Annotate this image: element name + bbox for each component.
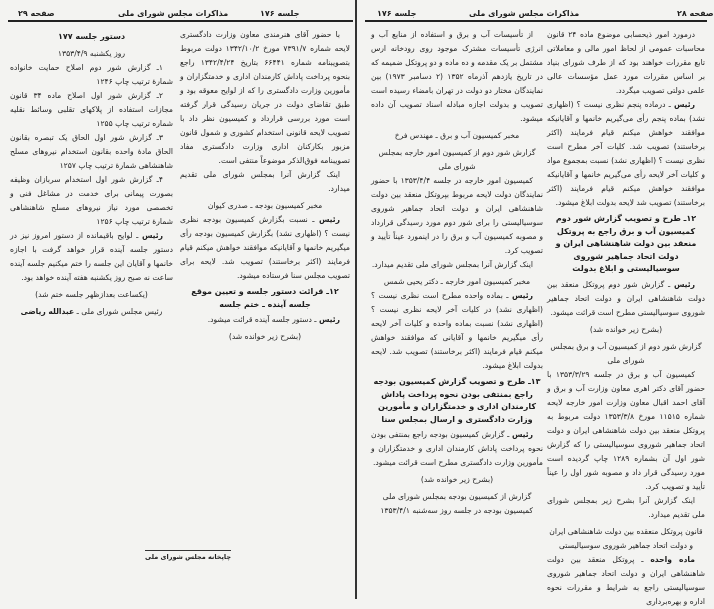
paragraph — [547, 368, 705, 494]
text: با حضور آقای هنرمندی معاون وزارت دادگستری لایحه شماره ۷۳۹۱/۷ مورخ ۱۳۴۲/۱۰/۲ دولت مربوط بتصویبنامه شماره ۶۶۴۴۱ بتاریخ ۱۳۴۲/۴/۲۴ راجع بنحوه پرداخت پاداش کارمندان اداری و خدمتگزاران و مأمورین وزارت دادگستری را که از لوایح معوقه بود و طبق تقاضای دولت در جریان رسیدگی قرار گرفته است مورد بررسی قرارداد و کمیسیون نظر داد با تصویب لایحه قانونی استخدام کشوری و شمول قانون مزبور بکارکنان اداری وزارت دادگستری مفاد تصویبنامه فوق‌الذکر موضوعاً منتفی است. — [180, 30, 350, 165]
paragraph — [371, 28, 543, 126]
text: مخبر کمیسیون امور خارجه ـ دکتر یحیی شمس — [383, 277, 531, 286]
text: ـ دستور جلسه آینده قرائت میشود. — [207, 315, 319, 324]
text: مخبر کمیسیون آب و برق ـ مهندس فرخ — [394, 131, 520, 140]
paragraph — [371, 174, 543, 258]
text: ـ نسبت بگزارش کمیسیون بودجه نظری نیست ؟ (اظهاری نشد) بگزارش کمیسیون بودجه رأی میگیریم خانمها و آقایانیکه موافقند خواهش میکنم قیام فرمایند (اکثر برخاستند) تصویب شد. لایحه برای تصویب مجلس سنا فرستاده میشود. — [180, 215, 350, 280]
speaker-label: رئیس — [511, 430, 533, 439]
speaker-label: رئیس — [318, 315, 340, 324]
text: قانون پروتکل منعقده بین دولت شاهنشاهی ایران و دولت اتحاد جماهیر شوروی سوسیالیستی — [549, 526, 703, 550]
paragraph — [371, 504, 543, 518]
text: رئیس مجلس شورای ملی ـ — [74, 306, 163, 316]
text: (یکساعت بعدازظهر جلسه ختم شد) — [35, 289, 148, 299]
centered-line — [371, 490, 543, 504]
paragraph — [371, 289, 543, 373]
text: گزارش شور دوم از کمیسیون امور خارجه بمجلس شورای ملی — [378, 148, 536, 171]
speaker-label: رئیس — [511, 291, 533, 300]
paragraph — [547, 278, 705, 320]
signature-name: عبدالله ریاضی — [20, 306, 75, 316]
text: ۱۲ـ طرح و تصویب گزارش شور دوم کمیسیون آب و برق راجع به پروتکل منعقد بین دولت شاهنشاهی ایران و دولت اتحاد جماهیر شوروی سوسیالیستی و ابلاغ بدولت — [555, 214, 697, 273]
column-right — [547, 28, 705, 609]
paragraph — [371, 428, 543, 470]
text: اینک گزارش آنرا بمجلس شورای ملی تقدیم میدارد. — [180, 170, 350, 193]
text: کمیسیون آب و برق در جلسه ۱۳۵۳/۳/۲۹ با حضور آقای دکتر اهری معاون وزارت آب و برق و آقای احمد اقبال معاون وزارت امور خارجه لایحه شماره ۱۱۵۱۵ مورخ ۱۳۵۳/۳/۸ دولت مربوط به پروتکل منعقد بین دولت شاهنشاهی ایران و دولت اتحاد جماهیر شوروی سوسیالیستی را که گزارش شور اول آن بشماره ۱۲۸۹ چاپ گردیده است مورد رسیدگی قرار داد و مصوبه شور اول را عیناً تأیید و تصویب کرد. — [547, 369, 706, 491]
centered-line — [371, 129, 543, 143]
centered-line — [10, 305, 173, 319]
paragraph — [10, 89, 173, 131]
text: از تأسیسات آب و برق و استفاده از منابع آب و انرژی تأسیسات مشترک موجود روی رودخانه ارس مشتمل بر یک مقدمه و ده ماده و دو پروتکل ضمیمه که در تاریخ یازدهم آذرماه ۱۳۵۲ (۲ دسامبر ۱۹۷۳) بین نمایندگان مختار دو دولت در تهران بامضاء رسیده است تصویب و بدولت اجازه مبادله اسناد تصویب آن داده میشود. — [371, 30, 543, 123]
section-heading — [10, 31, 173, 44]
paragraph — [10, 173, 173, 229]
centered-line — [371, 275, 543, 289]
printer-imprint: چاپخانه مجلس شورای ملی — [145, 550, 231, 561]
page-number: صفحه ۲۸ — [677, 9, 714, 18]
text: گزارش از کمیسیون بودجه بمجلس شورای ملی — [382, 492, 532, 501]
text: درمورد امور ذیحسابی موضوع ماده ۲۴ قانون محاسبات عمومی از لحاظ امور مالی و معاملاتی تابع مقررات خواهند بود که از طرف شورای بنیاد بر اساس مقررات مورد عمل مؤسسات عالی علمی دولتی تصویب میگردد. — [547, 30, 705, 95]
text: اینک گزارش آنرا بمجلس شورای ملی تقدیم میدارد. — [371, 260, 533, 269]
text: ۳ـ گزارش شور اول الحاق یک تبصره بقانون الحاق مادهٔ واحده بقانون استخدام نیروهای مسلح شاهنشاهی شمارهٔ ترتیب چاپ ۱۲۵۷ — [10, 132, 173, 170]
page-title: مذاکرات مجلس شورای ملی — [469, 9, 580, 18]
session-number: جلسه ۱۷۶ — [260, 9, 300, 18]
text: کمیسیون بودجه در جلسه روز سه‌شنبه ۱۳۵۳/۴/۱ — [380, 506, 533, 515]
section-heading — [180, 286, 350, 311]
centered-line — [547, 525, 705, 553]
centered-line — [10, 47, 173, 61]
paragraph — [180, 213, 350, 283]
paragraph — [180, 313, 350, 327]
text: روز یکشنبه ۱۳۵۳/۴/۹ — [57, 48, 126, 58]
centered-line — [547, 323, 705, 337]
text: مخبر کمیسیون بودجه ـ صدری کیوان — [207, 201, 323, 210]
paragraph — [547, 98, 705, 210]
text: (بشرح زیر خوانده شد) — [420, 475, 494, 484]
paragraph — [180, 28, 350, 168]
text: ۱۲ـ قرائت دستور جلسه و تعیین موقع جلسه آینده ـ ختم جلسه — [191, 287, 339, 309]
text: ۱ـ گزارش شور دوم اصلاح حمایت خانواده شمارهٔ ترتیب چاپ ۱۲۴۶ — [10, 62, 173, 86]
page-title: مذاکرات مجلس شورای ملی — [118, 9, 229, 18]
centered-line — [547, 340, 705, 368]
text: گزارش شور دوم از کمیسیون آب و برق بمجلس شورای ملی — [550, 341, 702, 365]
text: ـ درماده پنجم نظری نیست ؟ (اظهاری نشد) بماده پنجم رأی می‌گیریم خانمها و آقایانیکه موافقند خواهش میکنم قیام فرمایند (اکثر برخاستند) تصویب شد. کلیات آخر مطرح است نظری نیست ؟ (اظهاری نشد) نسبت بمجموع مواد و کلیات آخر لایحه رأی می‌گیریم خانمها و آقایانیکه موافقند خواهش میکنم قیام فرمایند (اکثر برخاستند) تصویب شد لایحه بدولت ابلاغ میشود. — [547, 100, 705, 207]
text: (بشرح زیر خوانده شد) — [589, 324, 663, 334]
speaker-label: رئیس — [318, 215, 340, 224]
centered-line — [371, 473, 543, 487]
speaker-label: رئیس — [141, 230, 163, 240]
paragraph — [547, 553, 705, 609]
column-left — [371, 28, 543, 518]
left-page — [0, 0, 355, 599]
text: ۴ـ گزارش شور اول استخدام سربازان وظیفه بصورت پیمانی برای خدمت در مشاغل فنی و تخصصی مورد نیاز نیروهای مسلح شاهنشاهی شمارهٔ ترتیب چاپ ۱۲۵۶ — [10, 174, 173, 226]
right-page — [359, 0, 714, 606]
paragraph — [180, 168, 350, 196]
text: ـ گزارش شور دوم پروتکل منعقد بین دولت شاهنشاهی ایران و دولت اتحاد جماهیر شوروی سوسیالیستی مطرح است قرائت میشود. — [547, 279, 705, 317]
paragraph — [547, 494, 705, 522]
centered-line — [10, 288, 173, 302]
speaker-label: رئیس — [673, 279, 695, 289]
speaker-label: ماده واحده — [650, 554, 695, 564]
header-rule — [8, 20, 353, 22]
paragraph — [547, 28, 705, 98]
text: ۲ـ گزارش شور اول اصلاح ماده ۳۴ قانون مجازات استفاده از پلاکهای تقلبی وسائط نقلیه شماره ترتیب چاپ ۱۲۵۵ — [10, 90, 173, 128]
section-heading — [547, 213, 705, 276]
centered-line — [180, 199, 350, 213]
centered-line — [180, 330, 350, 344]
session-number: جلسه ۱۷۶ — [377, 9, 417, 18]
page-divider — [355, 0, 357, 599]
text: ۱۳ـ طرح و تصویب گزارش کمیسیون بودجه راجع بمنتفی بودن نحوه پرداخت پاداش کارمندان اداری و خدمتگزاران و مأمورین وزارت دادگستری و ارسال بمجلس سنا — [373, 377, 541, 424]
page-number: صفحه ۲۹ — [18, 9, 55, 18]
header-rule — [365, 20, 707, 22]
speaker-label: رئیس — [673, 100, 695, 109]
text: ـ بماده واحده مطرح است نظری نیست ؟ (اظهاری نشد) در کلیات آخر لایحه نظری نیست ؟ (اظهاری نشد) نسبت بماده واحده و کلیات آخر لایحه رأی میگیریم خانمها و آقایانی که موافقند خواهش میکنم قیام فرمایند (اکثر برخاستند) تصویب شد. لایحه بدولت ابلاغ میشود. — [371, 291, 543, 370]
text: اینک گزارش آنرا بشرح زیر بمجلس شورای ملی تقدیم میدارد. — [547, 495, 705, 519]
column-right — [180, 28, 350, 344]
text: ـ گزارش کمیسیون بودجه راجع بمنتفی بودن نحوه پرداخت پاداش کارمندان اداری و خدمتگزاران و مأمورین وزارت دادگستری مطرح است قرائت میشود. — [371, 430, 543, 467]
paragraph — [10, 229, 173, 285]
paragraph — [10, 131, 173, 173]
paragraph — [371, 258, 543, 272]
text: دستور جلسه ۱۷۷ — [57, 32, 126, 41]
text: کمیسیون امور خارجه در جلسه ۱۳۵۳/۴/۴ با حضور نمایندگان دولت لایحه مربوط بپروتکل منعقد بین دولت شاهنشاهی ایران و دولت اتحاد جماهیر شوروی سوسیالیستی را برای شور دوم مورد رسیدگی قرارداد و مصوبه کمیسیون آب و برق را در اینمورد عیناً تأیید و تصویب کرد. — [371, 176, 543, 255]
centered-line — [371, 146, 543, 174]
paragraph — [10, 61, 173, 89]
section-heading — [371, 376, 543, 426]
text: ـ لوایح باقیمانده از دستور امروز نیز در دستور جلسه آینده قرار خواهد گرفت با اجازه خانمها و آقایان این جلسه را ختم میکنیم جلسه آینده ساعت نه صبح روز یکشنبه هفته آینده خواهد بود. — [10, 230, 173, 282]
column-left — [10, 28, 173, 319]
text: ـ پروتکل منعقد بین دولت شاهنشاهی ایران و دولت اتحاد جماهیر شوروی سوسیالیستی راجع به شرایط و مقررات نحوه اداره و بهره‌برداری — [547, 554, 705, 606]
text: (بشرح زیر خوانده شد) — [228, 332, 302, 341]
